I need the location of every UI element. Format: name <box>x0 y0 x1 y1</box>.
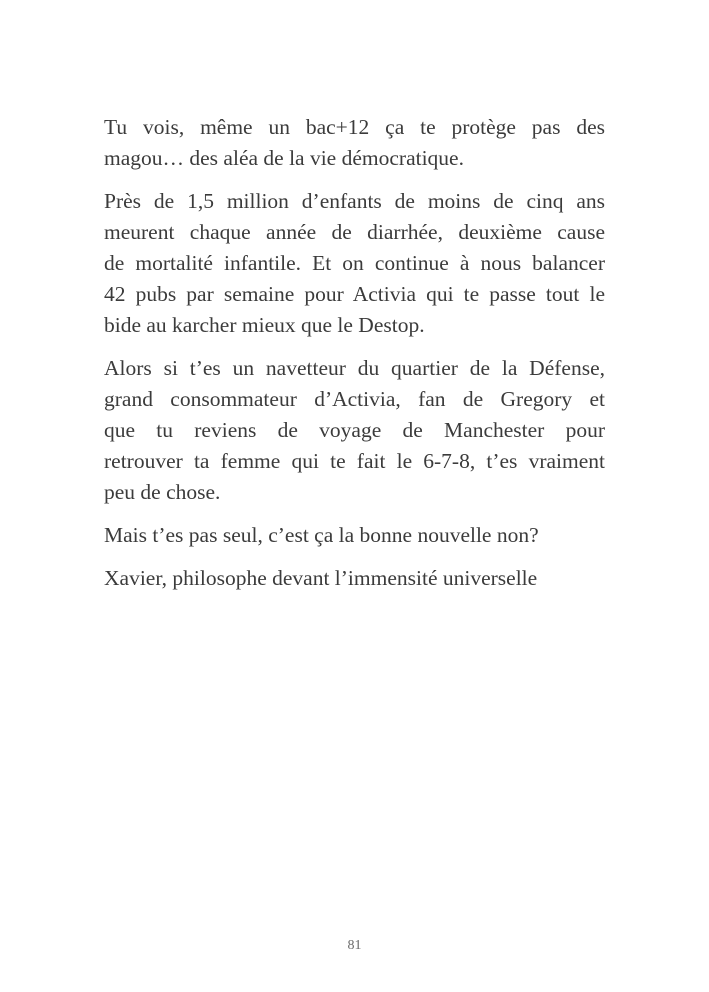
paragraph <box>104 563 605 594</box>
paragraph <box>104 353 605 508</box>
text-line: Tu vois, même un bac+12 ça te protège pas des <box>104 115 605 139</box>
page-number: 81 <box>347 938 362 953</box>
text-line: que tu reviens de voyage de Manchester pour <box>104 418 605 442</box>
text-line: grand consommateur d’Activia, fan de Gregory et <box>104 387 605 411</box>
text-line: magou… des aléa de la vie démocratique. <box>104 146 464 170</box>
text-line: Mais t’es pas seul, c’est ça la bonne nouvelle non? <box>104 523 539 547</box>
text-line: meurent chaque année de diarrhée, deuxième cause <box>104 220 605 244</box>
text-line: Près de 1,5 million d’enfants de moins de cinq ans <box>104 189 605 213</box>
text-line: Alors si t’es un navetteur du quartier de la Défense, <box>104 356 605 380</box>
text-line: de mortalité infantile. Et on continue à nous balancer <box>104 251 605 275</box>
text-line: retrouver ta femme qui te fait le 6-7-8, t’es vraiment <box>104 449 605 473</box>
paragraph <box>104 520 605 551</box>
text-line: Xavier, philosophe devant l’immensité universelle <box>104 566 538 590</box>
text-line: 42 pubs par semaine pour Activia qui te passe tout le <box>104 282 605 306</box>
paragraph <box>104 112 605 174</box>
text-line: peu de chose. <box>104 480 221 504</box>
paragraph <box>104 186 605 341</box>
text-line: bide au karcher mieux que le Destop. <box>104 313 425 337</box>
paragraph-container <box>104 112 605 606</box>
